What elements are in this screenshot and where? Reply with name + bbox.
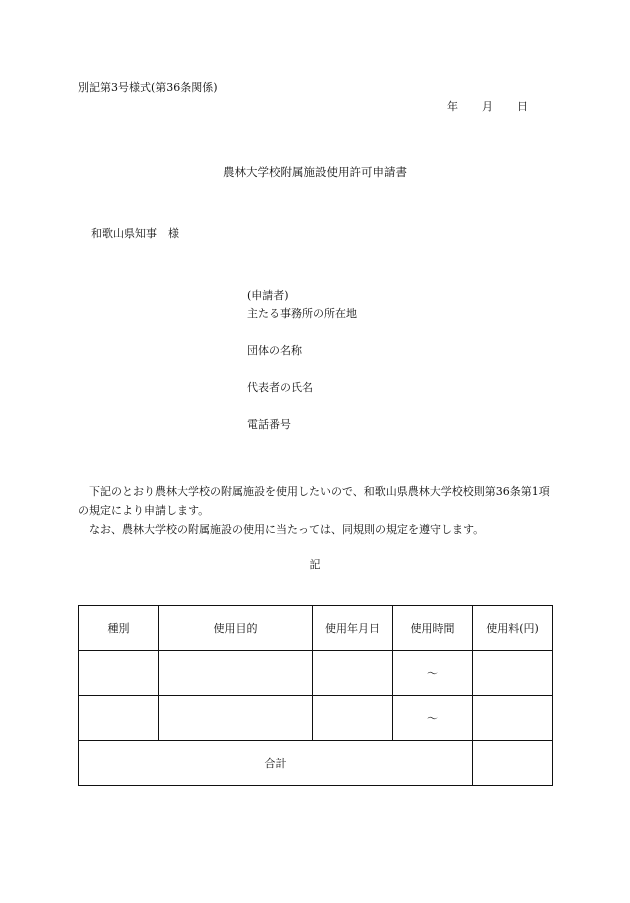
cell-time: ～ — [393, 696, 473, 741]
addressee: 和歌山県知事 様 — [91, 227, 179, 240]
cell-type — [79, 696, 159, 741]
form-number: 別記第3号様式(第36条関係) — [78, 81, 218, 94]
date-day: 日 — [517, 100, 528, 113]
cell-date — [313, 696, 393, 741]
cell-fee — [473, 696, 553, 741]
date-month: 月 — [482, 100, 493, 113]
header-date: 使用年月日 — [313, 606, 393, 651]
date-line — [447, 100, 528, 114]
header-time: 使用時間 — [393, 606, 473, 651]
cell-fee — [473, 651, 553, 696]
applicant-heading: (申請者) — [247, 289, 289, 302]
phone-label: 電話番号 — [247, 418, 291, 431]
cell-date — [313, 651, 393, 696]
total-label: 合計 — [79, 741, 473, 786]
cell-type — [79, 651, 159, 696]
table-row — [79, 651, 553, 696]
cell-time: ～ — [393, 651, 473, 696]
request-statement — [78, 482, 552, 539]
cell-purpose — [159, 696, 313, 741]
request-paragraph: 下記のとおり農林大学校の附属施設を使用したいので、和歌山県農林大学校校則第36条第1項の規定により申請します。 — [78, 485, 550, 517]
rep-name-label: 代表者の氏名 — [247, 381, 313, 394]
total-value — [473, 741, 553, 786]
usage-table — [78, 605, 553, 786]
table-header-row — [79, 606, 553, 651]
header-fee: 使用料(円) — [473, 606, 553, 651]
document-title: 農林大学校附属施設使用許可申請書 — [223, 165, 407, 179]
date-year: 年 — [447, 100, 458, 113]
cell-purpose — [159, 651, 313, 696]
header-purpose: 使用目的 — [159, 606, 313, 651]
table-total-row — [79, 741, 553, 786]
header-type: 種別 — [79, 606, 159, 651]
applicant-block — [247, 289, 357, 432]
org-name-label: 団体の名称 — [247, 344, 302, 357]
compliance-paragraph: なお、農林大学校の附属施設の使用に当たっては、同規則の規定を遵守します。 — [78, 523, 485, 536]
table-row — [79, 696, 553, 741]
office-address-label: 主たる事務所の所在地 — [247, 307, 357, 320]
ki-heading: 記 — [309, 558, 321, 571]
